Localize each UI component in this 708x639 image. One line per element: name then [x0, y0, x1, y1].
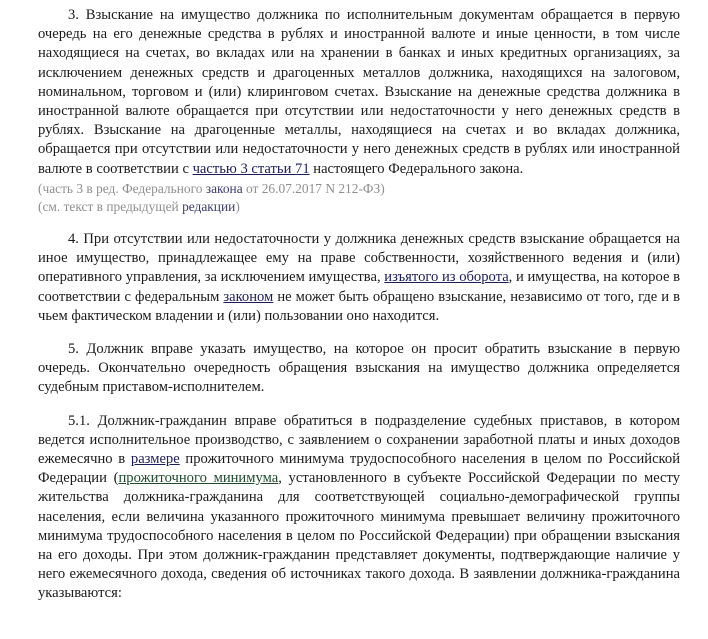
statute-clause: [38, 230, 680, 326]
text-run: , установленного в субъекте Российской Федерации по месту жительства должника-гражданина для соответствующей социально-демографической группы населения, если величина указанного прожиточного минимума превышает величину прожиточного минимума трудоспособного населения в целом по Российской Федерации) при обращении взыскания на его доходы. При этом должник-гражданин представляет документы, подтверждающие наличие у него ежемесячного дохода, сведения об источниках такого дохода. В заявлении должника-гражданина указываются:: [38, 470, 681, 602]
document-body: [38, 6, 680, 604]
text-run: 3. Взыскание на имущество должника по исполнительным документам обращается в первую очередь на его денежные средства в рублях и иностранной валюте и иные ценности, в том числе находящиеся на счетах, во вкладах или на хранении в банках и иных кредитных организациях, за исключением денежных средств и драгоценных металлов должника, находящихся на залоговом, номинальном, торговом и (или) клиринговом счетах. Взыскание на денежные средства должника в иностранной валюте обращается при отсутствии или недостаточности у него денежных средств в рублях. Взыскание на драгоценные металлы, находящиеся на счетах и во вкладах должника, обращается при отсутствии или недостаточности у него денежных средств в рублях или иностранной валюте в соответствии с: [38, 7, 680, 177]
text-run: не может быть обращено взыскание, независимо от того, где и в чьем фактическом владении и (или) пользовании оно находится.: [38, 288, 680, 324]
inline-link[interactable]: прожиточного минимума: [118, 470, 279, 487]
statute-clause: [38, 6, 680, 179]
inline-link[interactable]: законом: [223, 288, 274, 305]
text-run: 4. При отсутствии или недостаточности у должника денежных средств взыскание обращается на иное имущество, принадлежащее ему на праве собственности, хозяйственного ведения и (или) оперативного управления, за исключением имущества,: [38, 231, 680, 286]
editorial-note: [38, 198, 680, 216]
inline-link[interactable]: закона: [205, 180, 243, 196]
inline-link[interactable]: размере: [130, 451, 180, 468]
statute-clause: [38, 340, 680, 398]
text-run: 5. Должник вправе указать имущество, на которое он просит обратить взыскание в первую очередь. Окончательно очередность обращения взыскания на имущество должника определяется судебным приставом-исполнителем.: [38, 341, 680, 396]
inline-link[interactable]: частью 3 статьи 71: [192, 160, 310, 177]
editorial-note: [38, 180, 680, 198]
text-run: 5.1. Должник-гражданин вправе обратиться в подразделение судебных приставов, в котором ведется исполнительное производство, с заявлением о сохранении заработной платы и иных доходов ежемесячно в: [38, 412, 680, 468]
text-run: от 26.07.2017 N 212-ФЗ): [242, 180, 385, 196]
statute-clause: [38, 412, 680, 604]
text-run: (см. текст в предыдущей: [38, 199, 183, 215]
text-run: ): [235, 199, 240, 215]
inline-link[interactable]: изъятого из оборота: [384, 269, 509, 286]
text-run: настоящего Федерального закона.: [309, 160, 524, 177]
inline-link[interactable]: редакции: [182, 199, 236, 215]
text-run: (часть 3 в ред. Федерального: [38, 180, 206, 196]
text-run: прожиточного минимума трудоспособного населения в целом по Российской Федерации (: [38, 451, 681, 487]
text-run: , и имущества, на которое в соответствии с федеральным: [38, 269, 680, 305]
